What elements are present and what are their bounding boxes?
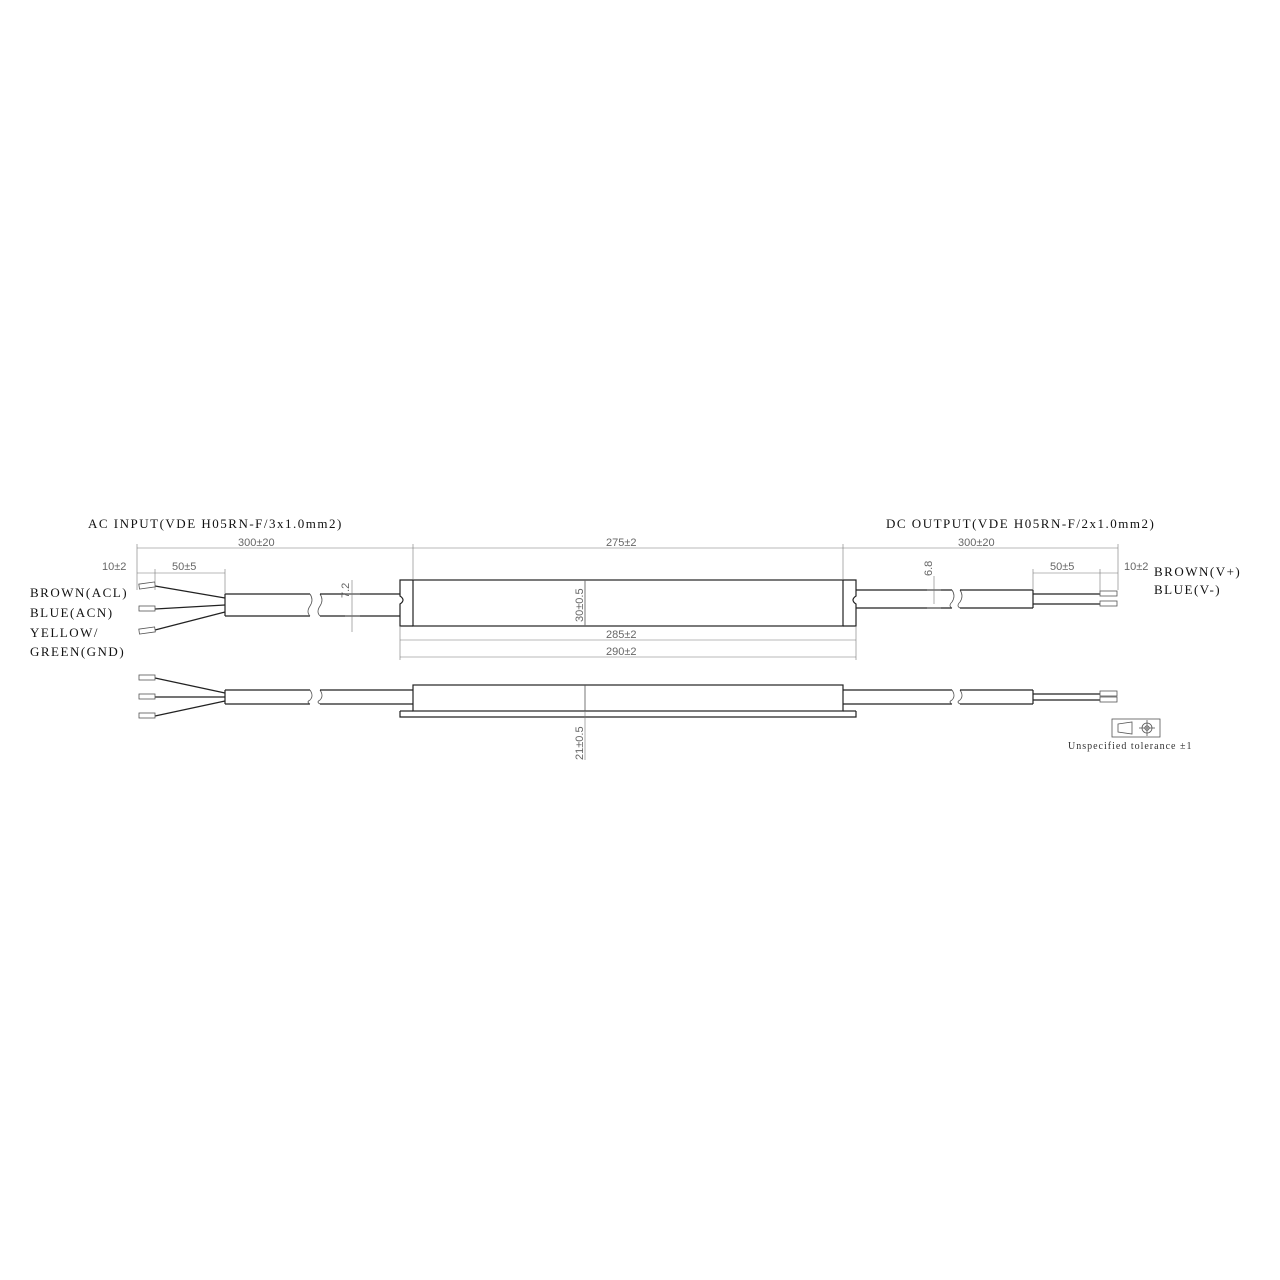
yellow-label: YELLOW/ <box>30 625 99 640</box>
brown-v-plus-label: BROWN(V+) <box>1154 564 1242 579</box>
dim-cable-in-dia: 7.2 <box>340 582 352 598</box>
output-cable-side <box>843 690 1117 704</box>
tolerance-note: Unspecified tolerance ±1 <box>1068 741 1193 752</box>
dim-output-cable: 300±20 <box>958 537 995 549</box>
left-mount-notch <box>400 580 413 626</box>
blue-acn-label: BLUE(ACN) <box>30 605 114 620</box>
driver-body-side <box>413 685 843 711</box>
output-cable-top <box>856 590 1117 608</box>
side-flange <box>400 711 856 717</box>
dim-mount-length: 285±2 <box>606 629 637 641</box>
dim-input-cable: 300±20 <box>238 537 275 549</box>
dim-strip-in-10: 10±2 <box>102 561 127 573</box>
driver-body-top <box>413 580 843 626</box>
input-cable-side <box>139 675 413 718</box>
dimension-lines-top <box>137 544 1118 660</box>
dc-output-label: DC OUTPUT(VDE H05RN-F/2x1.0mm2) <box>886 516 1156 531</box>
input-cable-top <box>139 582 400 634</box>
green-gnd-label: GREEN(GND) <box>30 644 126 659</box>
projection-symbol <box>1112 719 1160 737</box>
dim-strip-in-50: 50±5 <box>172 561 197 573</box>
dim-overall-length: 290±2 <box>606 646 637 658</box>
dim-cable-out-dia: 6.8 <box>923 560 935 576</box>
blue-v-minus-label: BLUE(V-) <box>1154 582 1222 597</box>
brown-acl-label: BROWN(ACL) <box>30 585 129 600</box>
ac-input-label: AC INPUT(VDE H05RN-F/3x1.0mm2) <box>88 516 343 531</box>
side-view <box>139 675 1117 760</box>
dim-strip-out-10: 10±2 <box>1124 561 1149 573</box>
top-view <box>30 516 1241 660</box>
dim-height: 21±0.5 <box>574 726 586 760</box>
right-mount-notch <box>843 580 856 626</box>
dim-width: 30±0.5 <box>574 588 586 622</box>
dim-strip-out-50: 50±5 <box>1050 561 1075 573</box>
dim-body-length: 275±2 <box>606 537 637 549</box>
